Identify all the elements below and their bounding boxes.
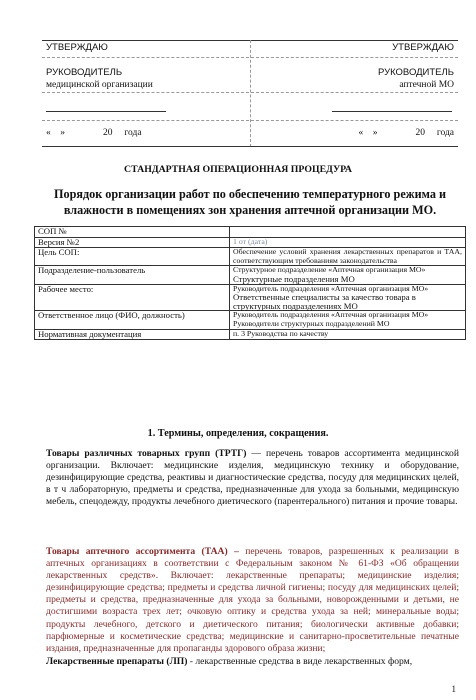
signature-line-right bbox=[332, 111, 452, 112]
division-value-1: Структурное подразделение «Аптечная организация МО» bbox=[233, 265, 426, 275]
goal-value: Обеспечение условий хранения лекарственных препаратов и ТАА, соответствующим требованиям законодательства bbox=[230, 248, 466, 266]
table-row bbox=[35, 248, 466, 266]
approval-left-date: « » 20 года bbox=[46, 128, 142, 138]
approval-left-org: медицинской организации bbox=[46, 80, 153, 90]
term-lp: Лекарственные препараты (ЛП) bbox=[46, 656, 188, 667]
approval-right-role: РУКОВОДИТЕЛЬ bbox=[377, 67, 454, 78]
normative-label: Нормативная документация bbox=[35, 329, 230, 340]
workplace-value bbox=[230, 284, 466, 311]
page-number: 1 bbox=[451, 684, 456, 694]
responsible-label: Ответственное лицо (ФИО, должность) bbox=[35, 311, 230, 329]
table-row bbox=[35, 227, 466, 238]
sop-number-value bbox=[230, 227, 466, 238]
paragraph-lp bbox=[46, 656, 459, 668]
responsible-value-2: Руководители структурных подразделений МО bbox=[233, 318, 390, 328]
sop-info-table bbox=[34, 226, 466, 340]
term-taa: Товары аптечного ассортимента (ТАА) – bbox=[46, 546, 239, 557]
sop-number-cell: СОП № bbox=[35, 227, 230, 238]
workplace-label: Рабочее место: bbox=[35, 284, 230, 311]
normative-value: п. 3 Руководства по качеству bbox=[230, 329, 466, 340]
approval-row-separator bbox=[42, 120, 458, 121]
table-row bbox=[35, 266, 466, 284]
definition-trtg: — перечень товаров ассортимента медицинской организации. Включает: медицинские изделия, медицинскую технику и оборудование, дезинфицирующие средства, реактивы и диагностические средства, посуду для медицинских целей, в т ч лабораторную, предметы и средства, предназначенные для ухода за больными, медицинскую мебель, спецодежду, продукты лечебного диетического (парентерального) питания и прочие товары. bbox=[46, 448, 459, 508]
approval-bottom-border bbox=[42, 146, 458, 147]
division-value bbox=[230, 266, 466, 284]
responsible-value-1: Руководитель подразделения «Аптечная организация МО» bbox=[233, 310, 429, 320]
approval-row-separator bbox=[42, 92, 458, 93]
table-row bbox=[35, 284, 466, 311]
division-value-2: Структурные подразделения МО bbox=[233, 273, 355, 284]
document-title: Порядок организации работ по обеспечению температурного режима и влажности в помещениях зон хранения аптечной организации МО. bbox=[54, 187, 446, 217]
document-type: СТАНДАРТНАЯ ОПЕРАЦИОННАЯ ПРОЦЕДУРА bbox=[124, 164, 352, 175]
paragraph-trtg bbox=[46, 448, 459, 508]
approval-right-date: « » 20 года bbox=[358, 128, 454, 138]
table-row bbox=[35, 237, 466, 248]
goal-label: Цель СОП: bbox=[35, 248, 230, 266]
definition-lp: - лекарственные средства в виде лекарственных форм, bbox=[187, 656, 413, 667]
definition-taa: перечень товаров, разрешенных к реализации в аптечных организациях в соответствии с Федеральным законом № 61-ФЗ «Об обращении лекарственных средств». Включает: лекарственные препараты; медицинские изделия; дезинфицирующие средства; предметы и средства личной гигиены; посуду для медицинских целей; предметы и средства, предназначенные для ухода за больными, новорожденными и детьми, не достигшими возраста трех лет; очковую оптику и средства ухода за ней; минеральные воды; продукты лечебного, детского и диетического питания; биологически активные добавки; парфюмерные и косметические средства; медицинские и санитарно-просветительные печатные издания, предназначенные для пропаганды здорового образа жизни; bbox=[46, 546, 460, 654]
approval-right-label: УТВЕРЖДАЮ bbox=[392, 42, 454, 53]
version-value: 1 от (дата) bbox=[230, 237, 466, 248]
signature-line-left bbox=[46, 111, 166, 112]
paragraph-taa bbox=[46, 546, 459, 655]
approval-right-org: аптечной МО bbox=[399, 80, 454, 90]
approval-row-separator bbox=[42, 57, 458, 58]
approval-left-label: УТВЕРЖДАЮ bbox=[46, 42, 108, 53]
division-label: Подразделение-пользователь bbox=[35, 266, 230, 284]
workplace-value-1: Руководитель подразделения «Аптечная организация МО» bbox=[233, 283, 429, 293]
workplace-value-2: Ответственные специалисты за качество товара в структурных подразделениях МО bbox=[233, 292, 416, 311]
table-row bbox=[35, 329, 466, 340]
table-row bbox=[35, 311, 466, 329]
section-title: 1. Термины, определения, сокращения. bbox=[147, 428, 329, 439]
responsible-value bbox=[230, 311, 466, 329]
term-trtg: Товары различных товарных групп (ТРТГ) bbox=[46, 448, 247, 459]
version-label: Версия №2 bbox=[35, 237, 230, 248]
approval-left-role: РУКОВОДИТЕЛЬ bbox=[46, 67, 123, 78]
